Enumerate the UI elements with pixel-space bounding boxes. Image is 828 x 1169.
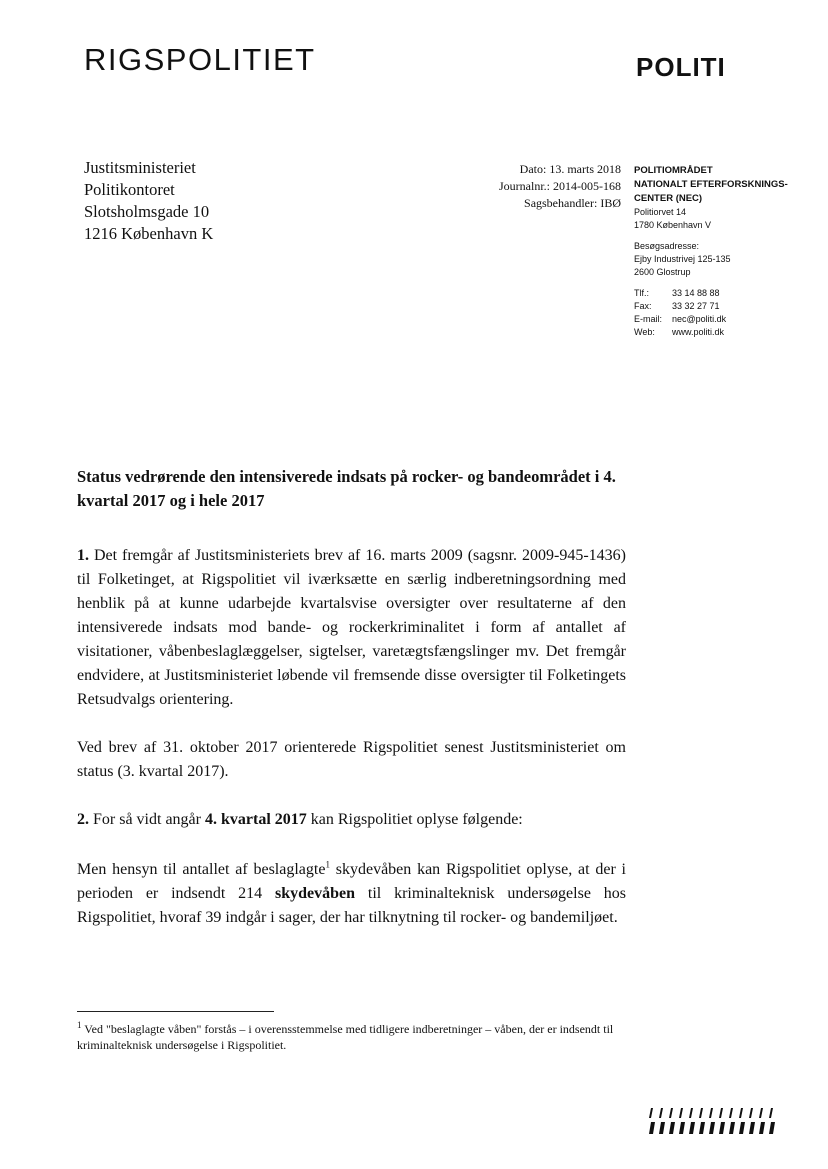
contact-label: E-mail: <box>634 314 663 324</box>
contact-label: Web: <box>634 327 655 337</box>
visit-address-line: 2600 Glostrup <box>634 267 691 277</box>
contact-value: www.politi.dk <box>672 327 725 337</box>
contact-web <box>634 326 788 339</box>
sender-org-line: CENTER (NEC) <box>634 193 703 204</box>
paragraph-text: skydevåben kan Rigspolitiet oplyse, at der i perioden er indsendt 214 <box>77 861 627 902</box>
paragraph-text: kan Rigspolitiet oplyse følgende: <box>306 811 523 828</box>
footnote-reference: 1 <box>325 859 330 870</box>
letter-subject: Status vedrørende den intensiverede indsats på rocker- og bandeområdet i 4. kvartal 2017 og i hele 2017 <box>77 467 616 510</box>
letter-meta <box>499 161 621 212</box>
sender-org-line: NATIONALT EFTERFORSKNINGS- <box>634 179 788 190</box>
footnote-marker: 1 <box>77 1020 82 1030</box>
paragraph-text: For så vidt angår <box>89 811 205 828</box>
sender-org-line: POLITIOMRÅDET <box>634 165 713 176</box>
journal-number: Journalnr.: 2014-005-168 <box>499 179 621 193</box>
footnote-divider <box>77 1011 274 1012</box>
visit-address-label: Besøgsadresse: <box>634 241 700 251</box>
paragraph-text: Det fremgår af Justitsministeriets brev af 16. marts 2009 (sagsnr. 2009-945-1436) til Folketinget, at Rigspolitiet vil iværksætte en særlig indberetningsordning med henblik på at kunne udarbejde kvartalsvise oversigter over resultaterne af den intensiverede indsats mod bande- og rockerkriminalitet i form af antallet af visitationer, våbenbeslaglæggelser, sigtelser, varetægtsfængslinger mv. Det fremgår endvidere, at Justitsministeriet løbende vil fremsende disse oversigter til Folketingets Retsudvalgs orientering. <box>77 547 626 708</box>
contact-value: 33 32 27 71 <box>672 301 720 311</box>
contact-value: nec@politi.dk <box>672 314 727 324</box>
case-handler: Sagsbehandler: IBØ <box>524 196 621 210</box>
sender-address-line: Politiorvet 14 <box>634 207 687 217</box>
paragraph-emphasis: skydevåben <box>275 885 356 902</box>
recipient-line: Slotsholmsgade 10 <box>84 202 210 221</box>
politi-logo: POLITI <box>636 52 726 82</box>
letterhead-title: RIGSPOLITIET <box>84 42 316 77</box>
recipient-line: 1216 København K <box>84 224 214 243</box>
section-number: 2. <box>77 811 89 828</box>
visit-address-line: Ejby Industrivej 125-135 <box>634 254 731 264</box>
sender-block <box>634 164 788 339</box>
footnote <box>77 1021 622 1053</box>
section-number: 1. <box>77 547 89 564</box>
contact-label: Fax: <box>634 301 652 311</box>
body-paragraph-4 <box>77 858 626 930</box>
paragraph-emphasis: 4. kvartal 2017 <box>204 811 307 828</box>
barcode-icon <box>648 1108 780 1134</box>
contact-value: 33 14 88 88 <box>672 288 720 298</box>
contact-fax <box>634 300 788 313</box>
recipient-line: Justitsministeriet <box>84 158 196 177</box>
contact-label: Tlf.: <box>634 288 649 298</box>
body-paragraph-3 <box>77 808 626 832</box>
paragraph-text: Men hensyn til antallet af beslaglagte <box>77 861 326 878</box>
sender-address-line: 1780 København V <box>634 220 712 230</box>
contact-phone <box>634 287 788 300</box>
body-paragraph-1 <box>77 544 626 712</box>
recipient-line: Politikontoret <box>84 180 175 199</box>
paragraph-text: til kriminalteknisk undersøgelse hos Rigspolitiet, hvoraf 39 indgår i sager, der har tilknytning til rocker- og bandemiljøet. <box>77 885 626 926</box>
footnote-text: Ved "beslaglagte våben" forstås – i overensstemmelse med tidligere indberetninger – våben, der er indsendt til kriminalteknisk undersøgelse i Rigspolitiet. <box>77 1022 614 1052</box>
letter-date: Dato: 13. marts 2018 <box>519 162 621 176</box>
recipient-address <box>84 157 213 245</box>
body-paragraph-2: Ved brev af 31. oktober 2017 orienterede Rigspolitiet senest Justitsministeriet om status (3. kvartal 2017). <box>77 739 626 780</box>
contact-email <box>634 313 788 326</box>
